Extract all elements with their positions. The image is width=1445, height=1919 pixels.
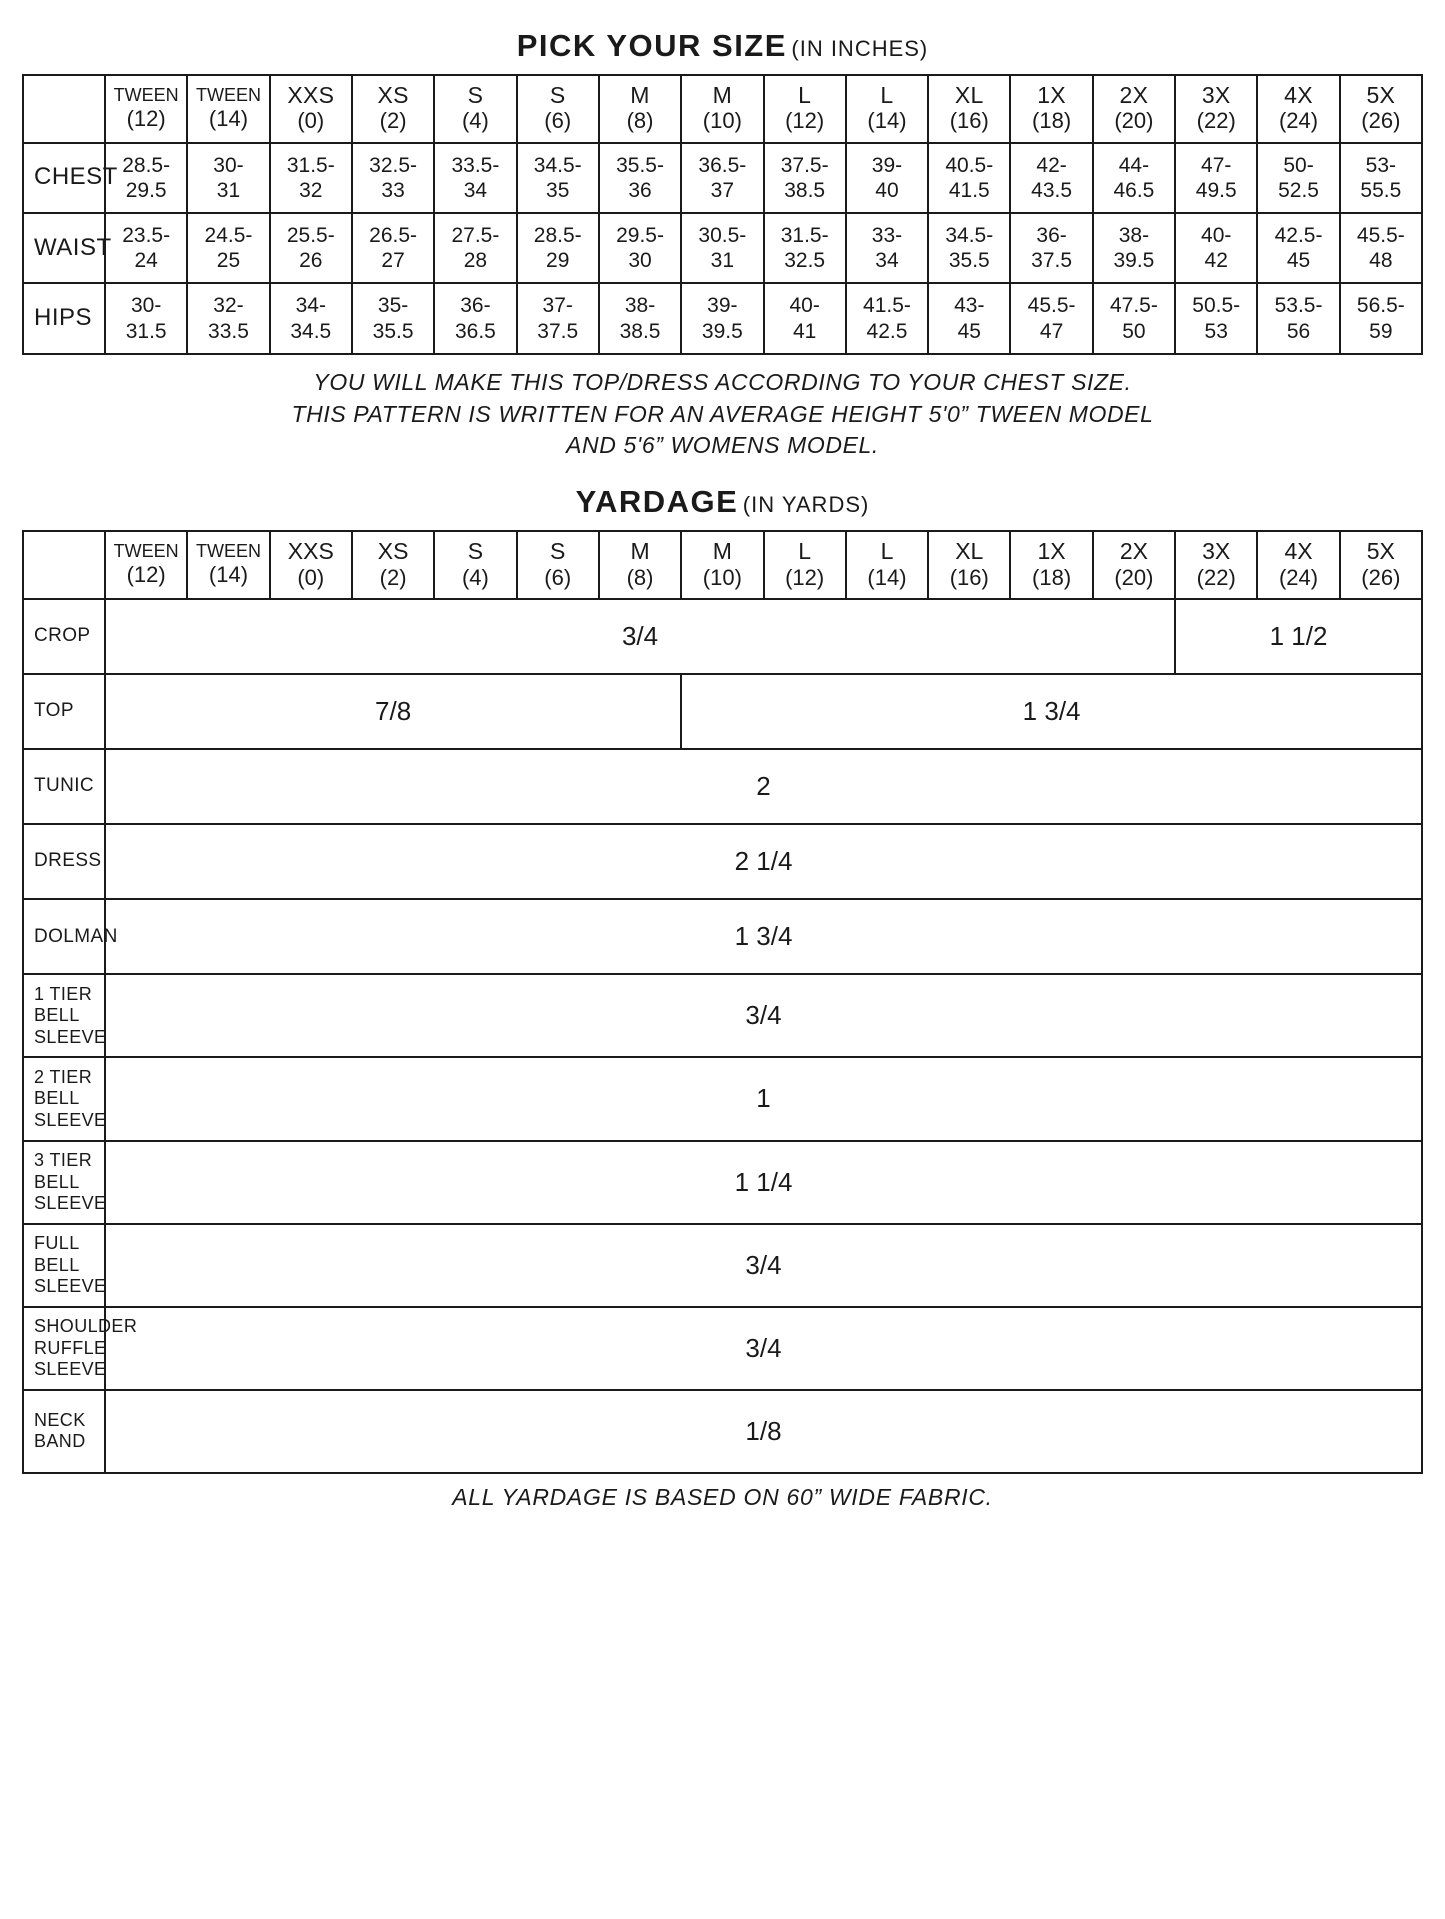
measurement-part: 37.5- [780, 153, 829, 177]
size-code: 5X [1366, 82, 1396, 108]
size-number: (10) [702, 108, 742, 134]
size-number: (18) [1032, 108, 1072, 134]
size-number: (4) [461, 108, 489, 134]
yardage-cell: 3/4 [105, 1307, 1422, 1390]
measurement-part: 50- [1283, 153, 1314, 177]
measurement-cell [187, 283, 269, 353]
size-column-header [764, 75, 846, 143]
size-number: (8) [626, 564, 654, 590]
yardage-cell: 1 1/2 [1175, 599, 1422, 674]
measurement-part: 34 [875, 249, 899, 273]
measurement-part: 36.5 [454, 319, 496, 343]
measurement-part: 39.5 [1113, 249, 1155, 273]
measurement-part: 39- [871, 153, 903, 177]
table-row [23, 213, 1422, 283]
measurement-part: 35.5 [948, 249, 990, 273]
garment-row-label: CROP [23, 599, 105, 674]
measurement-part: 32.5- [369, 153, 418, 177]
size-code: XXS [287, 82, 335, 108]
measurement-cell [1010, 143, 1092, 213]
size-column-header [1340, 75, 1422, 143]
measurement-part: 30.5- [698, 224, 747, 248]
size-number: (22) [1196, 564, 1236, 590]
measurement-cell [928, 283, 1010, 353]
size-column-header [270, 75, 352, 143]
measurement-part: 49.5 [1195, 178, 1237, 202]
size-number: (14) [867, 108, 907, 134]
measurement-part: 34.5 [290, 319, 332, 343]
size-number: (14) [208, 561, 249, 587]
size-chart-title-units: (IN INCHES) [791, 36, 929, 61]
measurement-part: 33.5 [208, 319, 249, 343]
measurement-part: 53- [1365, 153, 1397, 177]
yardage-title [22, 484, 1423, 520]
size-column-header [187, 75, 269, 143]
size-code: L [798, 82, 812, 108]
size-code: S [550, 538, 566, 565]
garment-row-label: SHOULDER RUFFLE SLEEVE [23, 1307, 105, 1390]
measurement-row-label: CHEST [23, 143, 105, 213]
table-row [23, 974, 1422, 1057]
yardage-column-header [764, 531, 846, 599]
measurement-part: 32.5 [784, 249, 826, 273]
yardage-column-header [352, 531, 434, 599]
measurement-part: 35.5- [616, 153, 664, 177]
measurement-cell [599, 283, 681, 353]
measurement-cell [764, 283, 846, 353]
measurement-part: 41.5- [863, 294, 911, 318]
measurement-part: 31.5- [780, 224, 829, 248]
yardage-cell: 3/4 [105, 974, 1422, 1057]
measurement-cell [1257, 143, 1339, 213]
size-code: L [798, 538, 812, 565]
measurement-cell [764, 143, 846, 213]
size-code: XS [377, 538, 409, 565]
table-row [23, 1307, 1422, 1390]
measurement-part: 33 [381, 178, 405, 202]
size-code: XXS [287, 538, 334, 565]
measurement-cell [1175, 283, 1257, 353]
size-column-header [846, 75, 928, 143]
size-number: (12) [126, 561, 166, 587]
measurement-cell [270, 283, 352, 353]
size-number: (0) [297, 564, 325, 590]
size-number: (20) [1114, 108, 1154, 134]
measurement-part: 30- [213, 153, 244, 177]
size-column-header [1093, 75, 1175, 143]
size-number: (20) [1114, 564, 1154, 590]
measurement-part: 53 [1204, 319, 1228, 343]
garment-row-label: TOP [23, 674, 105, 749]
measurement-part: 42 [1204, 249, 1228, 273]
measurement-cell [1175, 143, 1257, 213]
size-number: (0) [297, 108, 325, 134]
size-table [22, 74, 1423, 355]
measurement-part: 50 [1122, 319, 1146, 343]
table-row [23, 599, 1422, 674]
measurement-part: 59 [1369, 319, 1393, 343]
measurement-cell [434, 143, 516, 213]
yardage-cell: 1 3/4 [681, 674, 1422, 749]
size-number: (10) [702, 564, 742, 590]
measurement-cell [187, 213, 269, 283]
table-row [23, 899, 1422, 974]
size-number: (2) [379, 108, 407, 134]
measurement-part: 26.5- [369, 224, 418, 248]
yardage-column-header [187, 531, 269, 599]
size-column-header [1175, 75, 1257, 143]
size-table-body [23, 143, 1422, 354]
measurement-part: 47 [1039, 319, 1064, 343]
measurement-part: 35 [546, 178, 570, 202]
measurement-part: 35- [377, 294, 409, 318]
yardage-cell: 1 [105, 1057, 1422, 1140]
measurement-cell [599, 143, 681, 213]
yardage-cell: 1 3/4 [105, 899, 1422, 974]
size-number: (14) [208, 105, 249, 131]
measurement-part: 52.5 [1278, 178, 1319, 202]
size-code: 3X [1202, 538, 1231, 565]
size-code: L [880, 82, 894, 108]
table-row [23, 1390, 1422, 1473]
measurement-part: 43.5 [1031, 178, 1073, 202]
size-column-header [105, 75, 187, 143]
size-column-header [599, 75, 681, 143]
size-table-corner [23, 75, 105, 143]
size-code: M [630, 538, 650, 565]
size-chart-title [22, 28, 1423, 64]
measurement-part: 23.5- [122, 224, 171, 248]
measurement-cell [681, 283, 763, 353]
size-code: 4X [1284, 538, 1313, 565]
measurement-part: 34 [463, 178, 488, 202]
size-code: TWEEN [195, 84, 261, 105]
table-row [23, 1224, 1422, 1307]
size-number: (16) [949, 564, 989, 590]
measurement-part: 31.5- [286, 153, 335, 177]
measurement-part: 24.5- [204, 224, 253, 248]
measurement-cell [1093, 143, 1175, 213]
measurement-part: 35.5 [372, 319, 414, 343]
measurement-part: 41.5 [948, 178, 990, 202]
measurement-part: 45 [957, 319, 981, 343]
measurement-cell [1257, 213, 1339, 283]
measurement-part: 56 [1286, 319, 1311, 343]
fabric-width-note: ALL YARDAGE IS BASED ON 60” WIDE FABRIC. [452, 1484, 993, 1510]
measurement-part: 31 [710, 249, 735, 273]
measurement-part: 39- [707, 294, 738, 318]
measurement-part: 41 [792, 319, 817, 343]
measurement-cell [681, 143, 763, 213]
measurement-part: 46.5 [1113, 178, 1155, 202]
yardage-cell: 2 1/4 [105, 824, 1422, 899]
size-chart-title-text: PICK YOUR SIZE [516, 28, 787, 63]
measurement-cell [599, 213, 681, 283]
yardage-column-header [681, 531, 763, 599]
measurement-cell [681, 213, 763, 283]
size-code: L [880, 538, 894, 565]
size-code: S [549, 82, 566, 108]
size-code: TWEEN [113, 540, 179, 561]
measurement-cell [1257, 283, 1339, 353]
table-row [23, 824, 1422, 899]
measurement-part: 36- [460, 294, 491, 318]
size-number: (24) [1278, 108, 1319, 134]
fit-note-line: THIS PATTERN IS WRITTEN FOR AN AVERAGE HEIGHT 5'0” TWEEN MODEL [291, 400, 1154, 427]
measurement-part: 48 [1369, 249, 1393, 273]
measurement-cell [1093, 213, 1175, 283]
measurement-cell [517, 143, 599, 213]
size-code: 1X [1037, 538, 1066, 565]
measurement-part: 31.5 [125, 319, 167, 343]
size-code: TWEEN [113, 84, 179, 105]
measurement-part: 56.5- [1356, 294, 1405, 318]
size-column-header [681, 75, 763, 143]
fit-note-line: AND 5'6” WOMENS MODEL. [566, 432, 879, 459]
measurement-part: 25 [216, 249, 241, 273]
size-code: XL [955, 538, 984, 565]
measurement-part: 32- [213, 294, 244, 318]
yardage-column-header [1257, 531, 1339, 599]
measurement-part: 27 [381, 249, 405, 273]
size-column-header [928, 75, 1010, 143]
measurement-part: 32 [299, 178, 323, 202]
measurement-part: 28.5- [533, 224, 582, 248]
measurement-row-label: WAIST [23, 213, 105, 283]
measurement-part: 37.5 [1031, 249, 1073, 273]
size-column-header [1257, 75, 1339, 143]
yardage-column-header [517, 531, 599, 599]
yardage-column-header [1340, 531, 1422, 599]
size-table-header-row [23, 75, 1422, 143]
measurement-part: 40.5- [945, 153, 994, 177]
measurement-row-label: HIPS [23, 283, 105, 353]
garment-row-label: TUNIC [23, 749, 105, 824]
measurement-cell [352, 143, 434, 213]
table-row [23, 674, 1422, 749]
measurement-cell [846, 143, 928, 213]
measurement-part: 42.5- [1274, 224, 1323, 248]
yardage-column-header [434, 531, 516, 599]
yardage-column-header [1175, 531, 1257, 599]
yardage-cell: 3/4 [105, 599, 1175, 674]
measurement-part: 38- [624, 294, 656, 318]
measurement-part: 39.5 [701, 319, 743, 343]
size-code: 1X [1037, 82, 1066, 108]
measurement-part: 33- [871, 224, 903, 248]
size-code: 3X [1201, 82, 1231, 108]
measurement-cell [517, 283, 599, 353]
measurement-part: 53.5- [1274, 294, 1323, 318]
measurement-cell [105, 213, 187, 283]
measurement-part: 36 [628, 178, 652, 202]
measurement-part: 31 [216, 178, 241, 202]
size-code: M [712, 82, 733, 108]
yardage-table-corner [23, 531, 105, 599]
size-code: 5X [1366, 538, 1395, 565]
measurement-cell [1010, 213, 1092, 283]
measurement-part: 29.5- [616, 224, 664, 248]
fit-note [22, 367, 1423, 462]
yardage-title-units: (IN YARDS) [742, 492, 870, 518]
measurement-cell [1010, 283, 1092, 353]
measurement-part: 55.5 [1360, 178, 1402, 202]
measurement-part: 36.5- [698, 153, 747, 177]
yardage-column-header [105, 531, 187, 599]
garment-row-label: DRESS [23, 824, 105, 899]
yardage-column-header [928, 531, 1010, 599]
measurement-cell [1340, 283, 1422, 353]
measurement-cell [1340, 213, 1422, 283]
measurement-part: 42.5 [866, 319, 908, 343]
size-number: (12) [785, 108, 825, 134]
size-number: (24) [1278, 564, 1319, 590]
measurement-part: 29 [546, 249, 570, 273]
measurement-part: 34- [295, 294, 326, 318]
size-column-header [517, 75, 599, 143]
size-code: 2X [1119, 538, 1148, 565]
measurement-cell [1175, 213, 1257, 283]
measurement-cell [1093, 283, 1175, 353]
size-number: (2) [379, 564, 407, 590]
measurement-part: 24 [134, 249, 158, 273]
measurement-part: 37- [542, 294, 573, 318]
measurement-part: 43- [954, 294, 985, 318]
yardage-cell: 1/8 [105, 1390, 1422, 1473]
yardage-column-header [270, 531, 352, 599]
size-column-header [434, 75, 516, 143]
measurement-cell [517, 213, 599, 283]
measurement-cell [764, 213, 846, 283]
measurement-part: 25.5- [286, 224, 335, 248]
measurement-part: 45.5- [1027, 294, 1076, 318]
measurement-cell [434, 283, 516, 353]
measurement-part: 28.5- [122, 153, 171, 177]
measurement-cell [928, 143, 1010, 213]
size-code: S [467, 82, 484, 108]
measurement-part: 28 [463, 249, 488, 273]
garment-row-label: 3 TIER BELL SLEEVE [23, 1141, 105, 1224]
measurement-part: 34.5- [945, 224, 994, 248]
measurement-part: 45 [1286, 249, 1311, 273]
garment-row-label: 2 TIER BELL SLEEVE [23, 1057, 105, 1140]
size-number: (26) [1361, 108, 1401, 134]
yardage-table-body [23, 599, 1422, 1473]
measurement-cell [846, 213, 928, 283]
size-code: 4X [1284, 82, 1313, 108]
yardage-title-text: YARDAGE [575, 484, 739, 520]
yardage-column-header [599, 531, 681, 599]
size-number: (6) [544, 108, 572, 134]
measurement-cell [187, 143, 269, 213]
measurement-part: 37 [710, 178, 735, 202]
yardage-cell: 3/4 [105, 1224, 1422, 1307]
measurement-part: 50.5- [1192, 294, 1241, 318]
size-code: M [630, 82, 650, 108]
measurement-part: 27.5- [451, 224, 500, 248]
measurement-part: 38.5 [784, 178, 826, 202]
size-code: 2X [1119, 82, 1149, 108]
size-code: M [712, 538, 732, 565]
garment-row-label: 1 TIER BELL SLEEVE [23, 974, 105, 1057]
measurement-cell [846, 283, 928, 353]
measurement-part: 36- [1036, 224, 1067, 248]
size-code: S [467, 538, 484, 565]
measurement-cell [928, 213, 1010, 283]
size-number: (16) [949, 108, 989, 134]
garment-row-label: DOLMAN [23, 899, 105, 974]
yardage-column-header [1010, 531, 1092, 599]
measurement-part: 42- [1036, 153, 1067, 177]
size-number: (12) [126, 105, 166, 131]
measurement-cell [434, 213, 516, 283]
measurement-part: 30- [130, 294, 162, 318]
measurement-part: 37.5 [537, 319, 579, 343]
measurement-part: 40- [789, 294, 820, 318]
measurement-part: 34.5- [533, 153, 582, 177]
yardage-table-header-row [23, 531, 1422, 599]
size-number: (18) [1032, 564, 1072, 590]
table-row [23, 1057, 1422, 1140]
measurement-part: 44- [1118, 153, 1150, 177]
measurement-cell [352, 213, 434, 283]
measurement-cell [270, 143, 352, 213]
yardage-column-header [1093, 531, 1175, 599]
yardage-cell: 1 1/4 [105, 1141, 1422, 1224]
table-row [23, 143, 1422, 213]
table-row [23, 749, 1422, 824]
measurement-cell [1340, 143, 1422, 213]
measurement-cell [270, 213, 352, 283]
measurement-part: 47- [1201, 153, 1232, 177]
size-number: (14) [867, 564, 907, 590]
measurement-cell [352, 283, 434, 353]
measurement-part: 38.5 [619, 319, 661, 343]
size-column-header [352, 75, 434, 143]
size-column-header [1010, 75, 1092, 143]
yardage-cell: 7/8 [105, 674, 681, 749]
size-code: TWEEN [195, 540, 261, 561]
size-number: (6) [544, 564, 572, 590]
size-number: (26) [1361, 564, 1401, 590]
measurement-cell [105, 283, 187, 353]
size-number: (8) [626, 108, 654, 134]
size-number: (22) [1196, 108, 1236, 134]
measurement-part: 33.5- [451, 153, 500, 177]
measurement-part: 47.5- [1109, 294, 1158, 318]
yardage-cell: 2 [105, 749, 1422, 824]
size-code: XL [954, 82, 984, 108]
size-number: (12) [785, 564, 825, 590]
garment-row-label: FULL BELL SLEEVE [23, 1224, 105, 1307]
size-number: (4) [461, 564, 489, 590]
measurement-part: 40 [875, 178, 899, 202]
size-code: XS [377, 82, 409, 108]
measurement-part: 26 [299, 249, 323, 273]
table-row [23, 283, 1422, 353]
fit-note-line: YOU WILL MAKE THIS TOP/DRESS ACCORDING TO YOUR CHEST SIZE. [313, 368, 1132, 395]
measurement-part: 30 [628, 249, 652, 273]
garment-row-label: NECK BAND [23, 1390, 105, 1473]
table-row [23, 1141, 1422, 1224]
measurement-part: 38- [1118, 224, 1150, 248]
yardage-table [22, 530, 1423, 1474]
yardage-column-header [846, 531, 928, 599]
measurement-part: 40- [1201, 224, 1232, 248]
measurement-part: 29.5 [125, 178, 167, 202]
measurement-part: 45.5- [1356, 224, 1405, 248]
